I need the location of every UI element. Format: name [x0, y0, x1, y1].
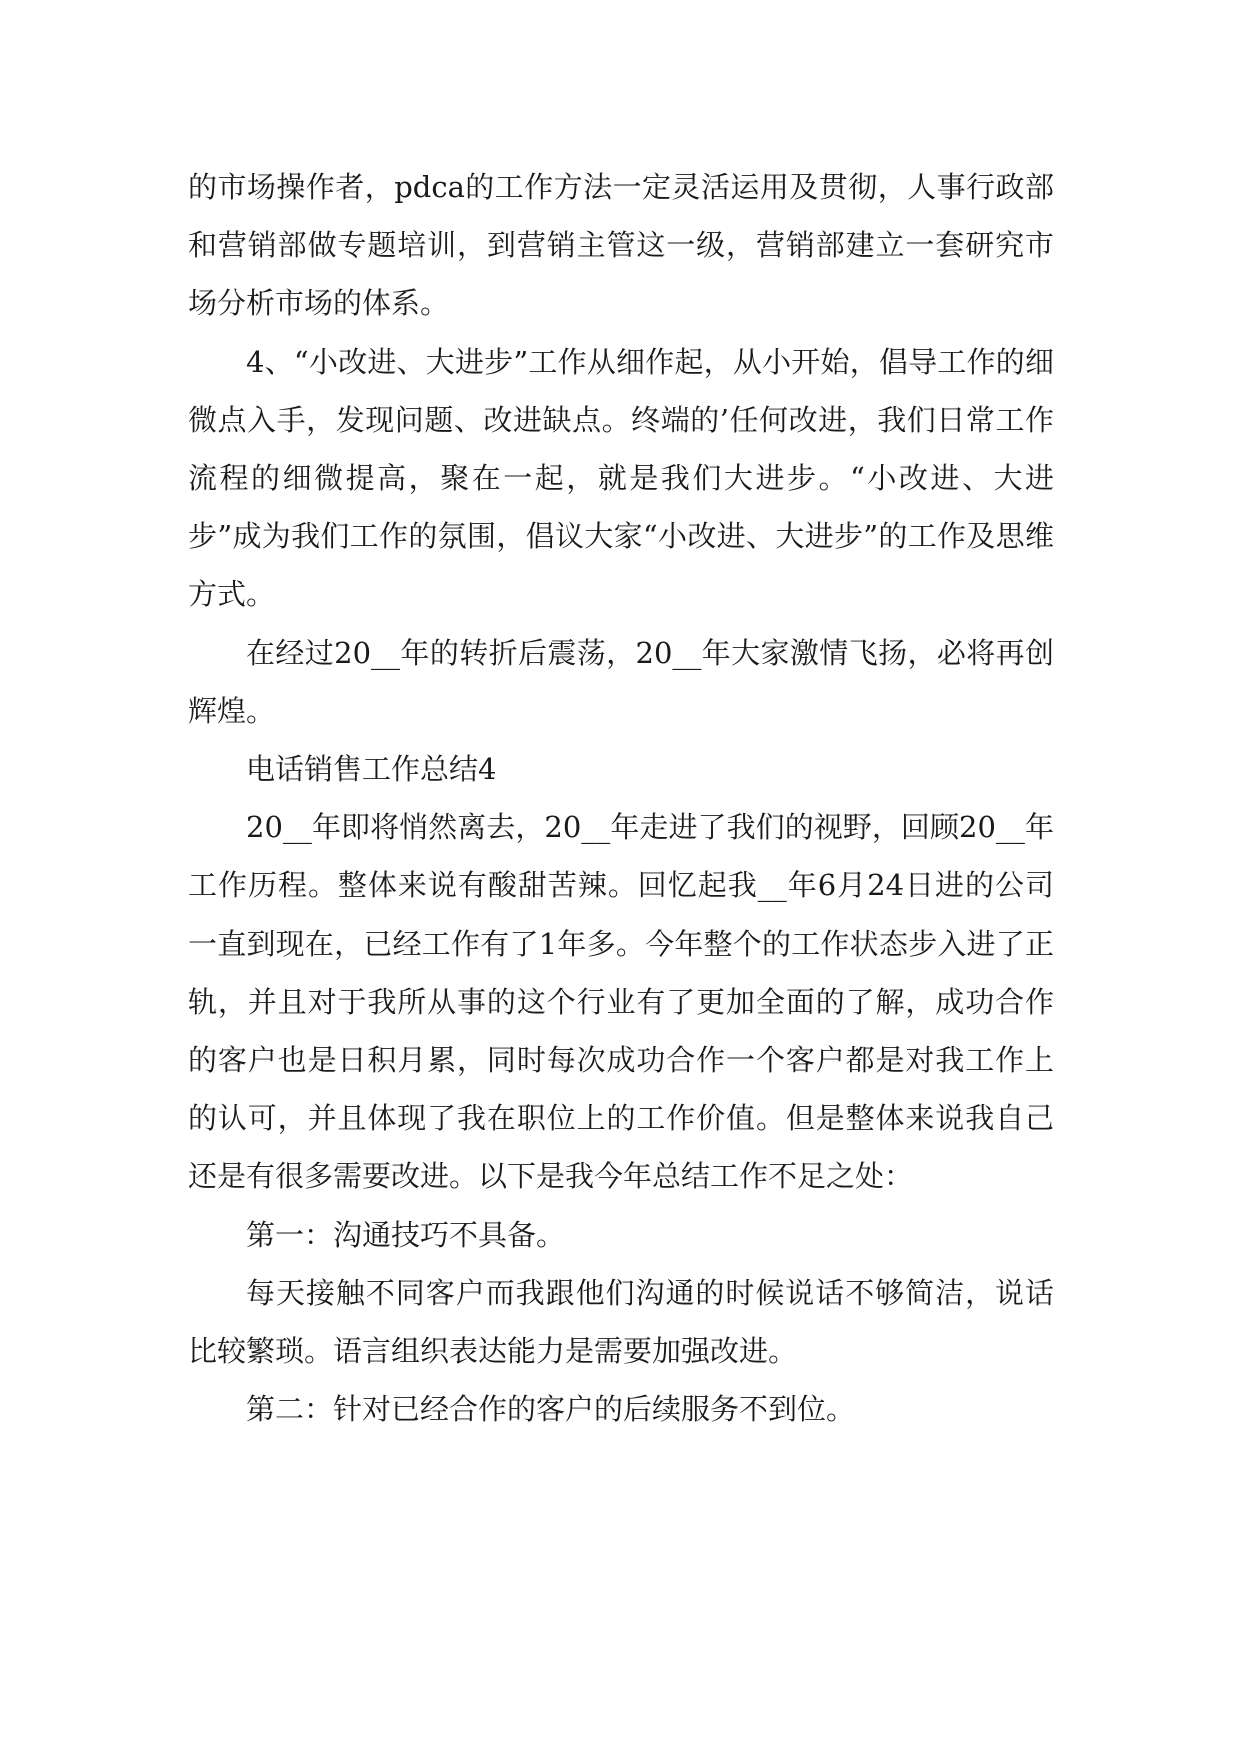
- document-body: [188, 158, 1054, 1438]
- paragraph-closing: 在经过20__年的转折后震荡，20__年大家激情飞扬，必将再创辉煌。: [188, 635, 1054, 728]
- paragraph-item-4: 4、“小改进、大进步”工作从细作起，从小开始，倡导工作的细微点入手，发现问题、改进缺点。终端的’任何改进，我们日常工作流程的细微提高，聚在一起，就是我们大进步。“小改进、大进步”成为我们工作的氛围，倡议大家“小改进、大进步”的工作及思维方式。: [188, 344, 1054, 612]
- paragraph-continuation: 的市场操作者，pdca的工作方法一定灵活运用及贯彻，人事行政部和营销部做专题培训，到营销主管这一级，营销部建立一套研究市场分析市场的体系。: [188, 170, 1054, 321]
- point-one-body: 每天接触不同客户而我跟他们沟通的时候说话不够简洁，说话比较繁琐。语言组织表达能力是需要加强改进。: [188, 1275, 1054, 1369]
- section-heading: 电话销售工作总结4: [246, 752, 497, 787]
- point-two-heading: 第二：针对已经合作的客户的后续服务不到位。: [246, 1392, 856, 1427]
- point-one-heading: 第一：沟通技巧不具备。: [246, 1217, 566, 1252]
- paragraph-intro: 20__年即将悄然离去，20__年走进了我们的视野，回顾20__年工作历程。整体来说有酸甜苦辣。回忆起我__年6月24日进的公司一直到现在，已经工作有了1年多。今年整个的工作状态步入进了正轨，并且对于我所从事的这个行业有了更加全面的了解，成功合作的客户也是日积月累，同时每次成功合作一个客户都是对我工作上的认可，并且体现了我在职位上的工作价值。但是整体来说我自己还是有很多需要改进。以下是我今年总结工作不足之处：: [188, 810, 1054, 1194]
